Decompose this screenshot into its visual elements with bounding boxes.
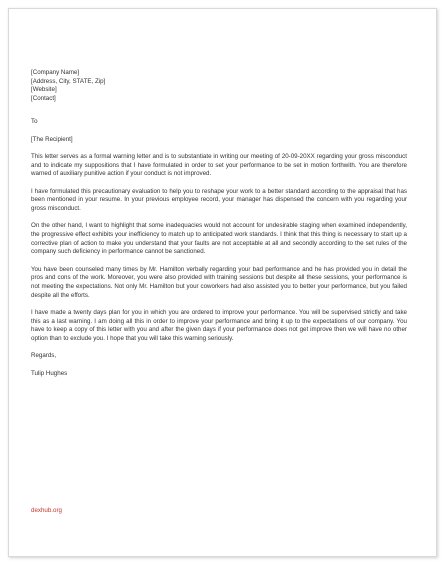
paragraph-2: I have formulated this precautionary evaluation to help you to reshape your work to a better standard according to the appraisal that has been mentioned in your resume. In your previous employee record, your manager has dispensed the concern with you regarding your gross misconduct. (31, 187, 407, 212)
to-label: To (31, 117, 38, 125)
paragraph-4: You have been counseled many times by Mr. Hamilton verbally regarding your bad performance and he has provided you in detail the pros and cons of the work. Moreover, you were also provided with training sessions but despite all these sessions, your performance is not meeting the expectations. Not only Mr. Hamilton but your coworkers had also assisted you to better your performance, but you failed despite all the efforts. (31, 265, 407, 299)
recipient: [The Recipient] (31, 135, 73, 143)
letter-body (31, 69, 407, 378)
sender-contact: [Contact] (31, 95, 56, 103)
sender-company: [Company Name] (31, 69, 80, 76)
closing: Regards, (31, 352, 57, 360)
signature-name: Tulip Hughes (31, 369, 68, 377)
paragraph-3: On the other hand, I want to highlight that some inadequacies would not account for undesirable staging when examined independently, the progressive effect exhibits your inefficiency to match up to anticipated work standards. I think that this thing is necessary to start up a corrective plan of action to make you understand that your faults are not acceptable at all and secondly according to the set rules of the company such deficiency in performance cannot be sanctioned. (31, 222, 407, 256)
paragraph-5: I have made a twenty days plan for you in which you are ordered to improve your performance. You will be supervised strictly and take this as a last warning. I am doing all this in order to improve your performance and bring it up to the expectations of our company. You have to keep a copy of this letter with you and after the given days if your performance does not get improve then we will have no other option than to exclude you. I hope that you will take this warning seriously. (31, 309, 407, 343)
sender-website: [Website] (31, 86, 57, 94)
paragraph-1: This letter serves as a formal warning letter and is to substantiate in writing our meeting of 20-09-20XX regarding your gross misconduct and to indicate my suppositions that I have formulated in order to set your performance to be set in motion forthwith. You are therefore warned of auxiliary punitive action if your conduct is not improved. (31, 152, 407, 178)
sender-address: [Address, City, STATE, Zip] (31, 77, 106, 85)
sender-block (31, 69, 407, 104)
letter-page (8, 8, 437, 557)
watermark-link[interactable]: dexhub.org (31, 507, 62, 514)
